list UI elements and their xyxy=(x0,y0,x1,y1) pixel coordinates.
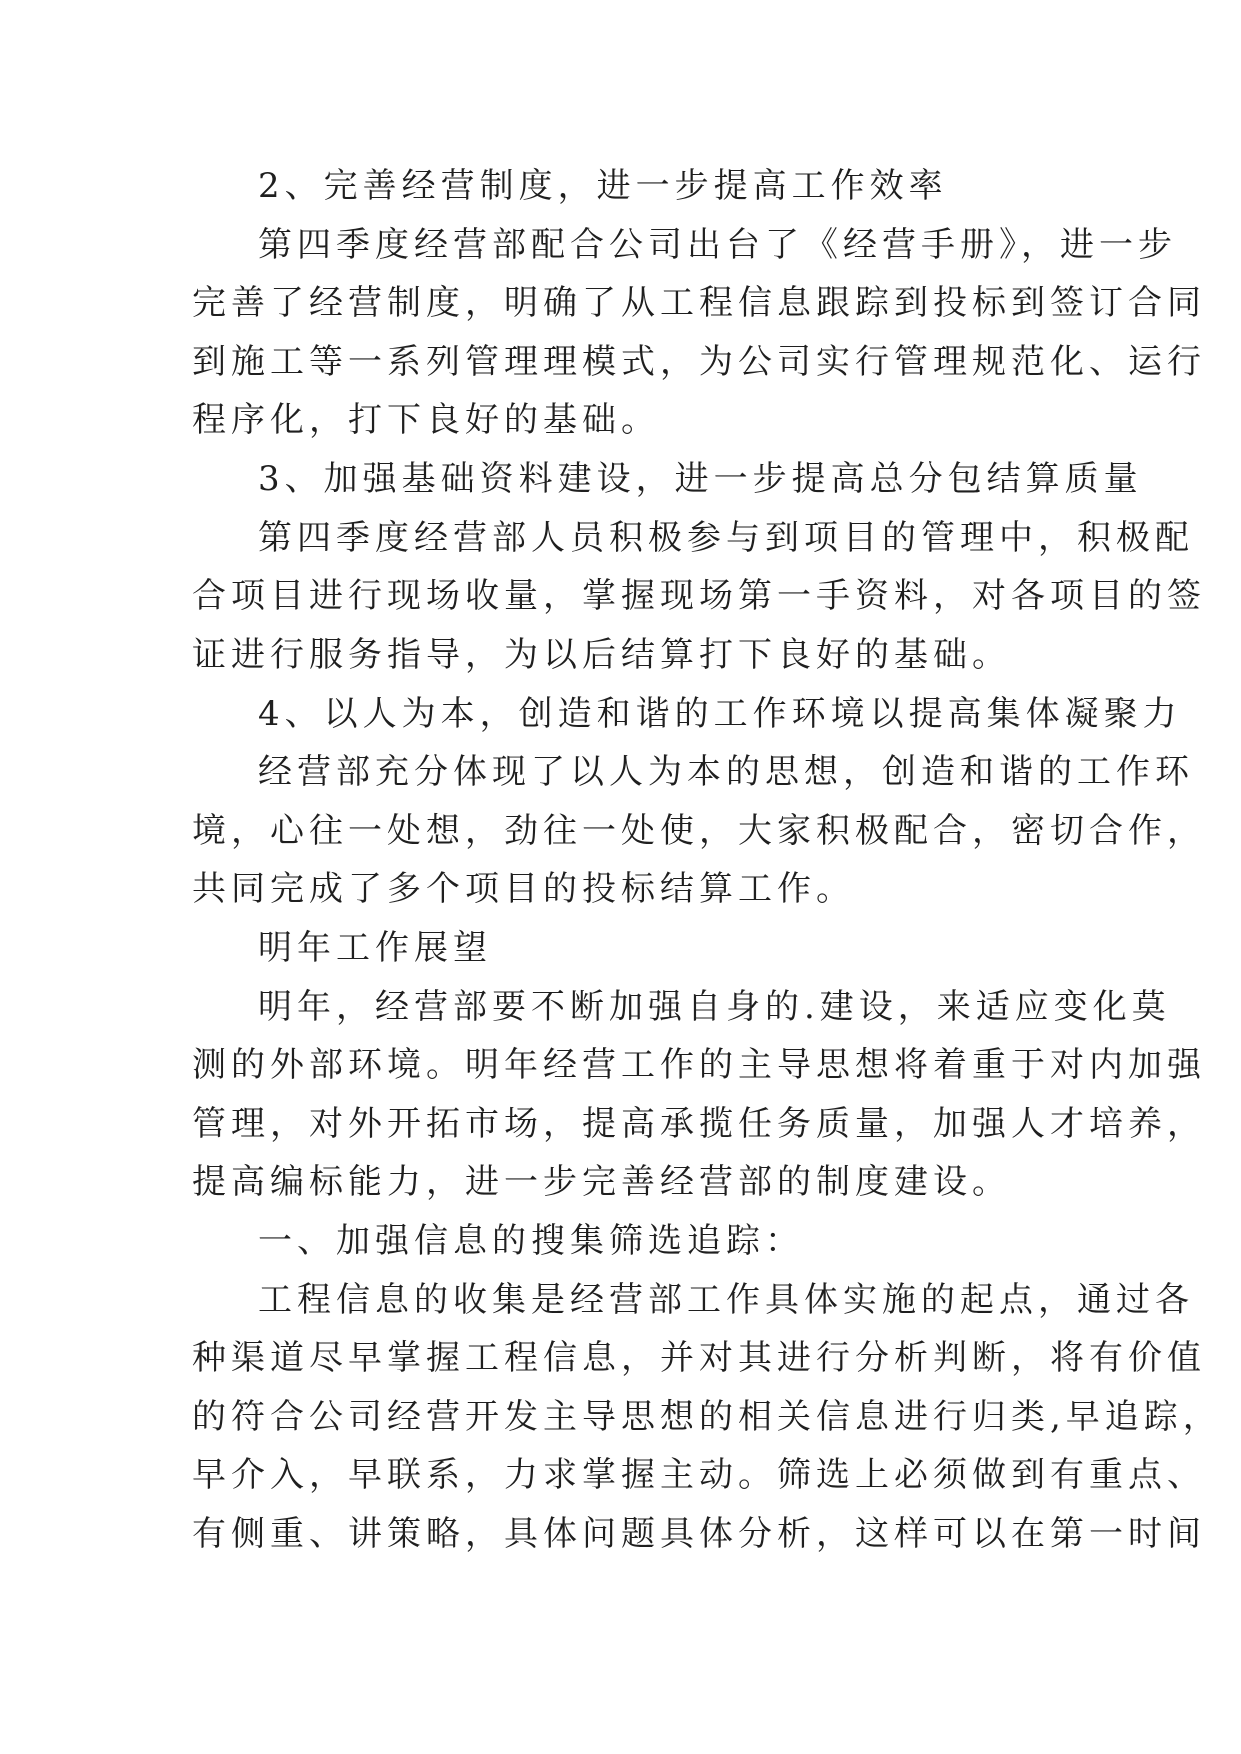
section-heading-2: 2、完善经营制度，进一步提高工作效率 xyxy=(258,166,948,206)
paragraph-line: 境，心往一处想，劲往一处使，大家积极配合，密切合作， xyxy=(192,811,1206,851)
paragraph-line: 管理，对外开拓市场，提高承揽任务质量，加强人才培养， xyxy=(192,1104,1206,1144)
paragraph-line: 明年，经营部要不断加强自身的.建设，来适应变化莫 xyxy=(258,987,1171,1027)
paragraph-line: 程序化，打下良好的基础。 xyxy=(192,400,660,440)
paragraph-line: 共同完成了多个项目的投标结算工作。 xyxy=(192,869,855,909)
paragraph-line: 证进行服务指导，为以后结算打下良好的基础。 xyxy=(192,635,1011,675)
paragraph-line: 完善了经营制度，明确了从工程信息跟踪到投标到签订合同 xyxy=(192,283,1206,323)
paragraph-line: 早介入，早联系，力求掌握主动。筛选上必须做到有重点、 xyxy=(192,1455,1206,1495)
paragraph-line: 经营部充分体现了以人为本的思想，创造和谐的工作环 xyxy=(258,752,1194,792)
paragraph-line: 有侧重、讲策略，具体问题具体分析，这样可以在第一时间 xyxy=(192,1514,1206,1554)
paragraph-line: 种渠道尽早掌握工程信息，并对其进行分析判断，将有价值 xyxy=(192,1338,1206,1378)
paragraph-line: 测的外部环境。明年经营工作的主导思想将着重于对内加强 xyxy=(192,1045,1206,1085)
paragraph-line: 工程信息的收集是经营部工作具体实施的起点，通过各 xyxy=(258,1280,1194,1320)
paragraph-line: 合项目进行现场收量，掌握现场第一手资料，对各项目的签 xyxy=(192,576,1206,616)
paragraph-line: 的符合公司经营开发主导思想的相关信息进行归类,早追踪， xyxy=(192,1397,1222,1437)
section-heading-4: 4、以人为本，创造和谐的工作环境以提高集体凝聚力 xyxy=(258,694,1182,734)
outlook-heading: 明年工作展望 xyxy=(258,928,492,968)
section-heading-3: 3、加强基础资料建设，进一步提高总分包结算质量 xyxy=(258,459,1143,499)
subsection-heading-1: 一、加强信息的搜集筛选追踪： xyxy=(258,1221,804,1261)
paragraph-line: 提高编标能力，进一步完善经营部的制度建设。 xyxy=(192,1162,1011,1202)
paragraph-line: 第四季度经营部人员积极参与到项目的管理中，积极配 xyxy=(258,518,1194,558)
paragraph-line: 到施工等一系列管理理模式，为公司实行管理规范化、运行 xyxy=(192,342,1206,382)
paragraph-line: 第四季度经营部配合公司出台了《经营手册》，进一步 xyxy=(258,225,1177,265)
